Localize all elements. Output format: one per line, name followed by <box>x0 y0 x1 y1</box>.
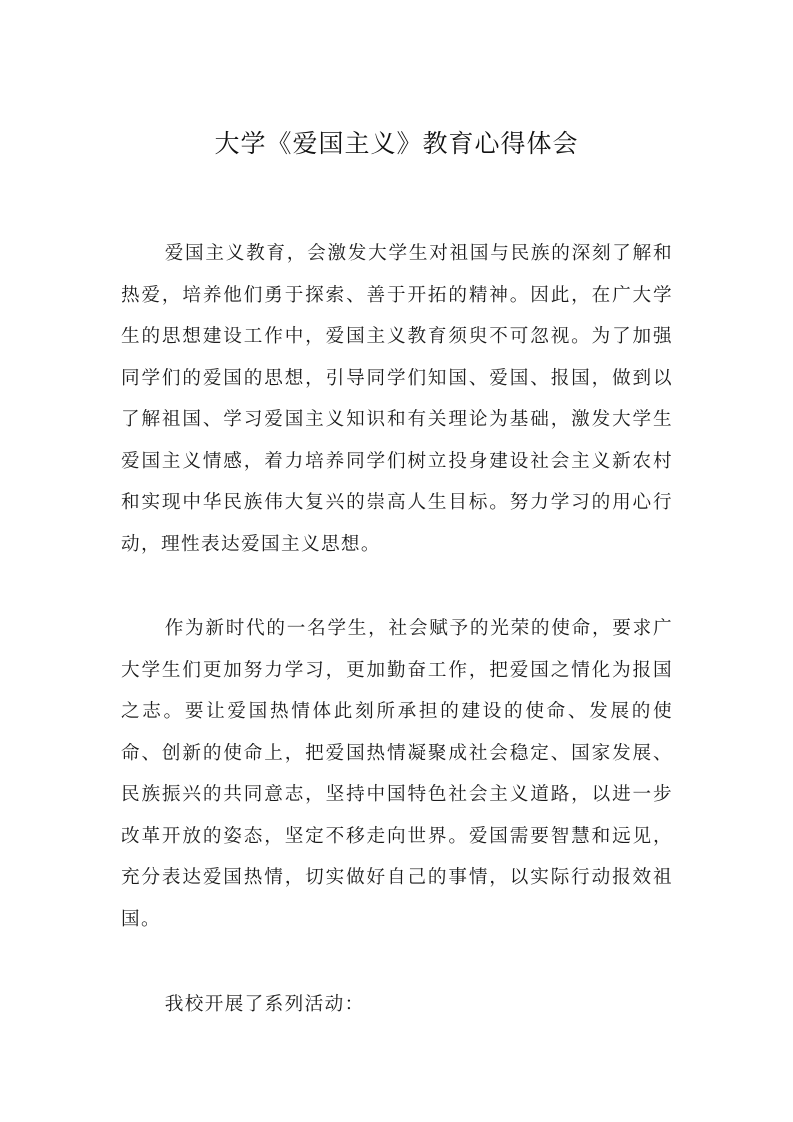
paragraph-3: 我校开展了系列活动： <box>164 994 365 1015</box>
paragraph-1: 爱国主义教育，会激发大学生对祖国与民族的深刻了解和热爱，培养他们勇于探索、善于开拓的精神。因此，在广大学生的思想建设工作中，爱国主义教育须臾不可忽视。为了加强同学们的爱国的思想，引导同学们知国、爱国、报国，做到以了解祖国、学习爱国主义知识和有关理论为基础，激发大学生爱国主义情感，着力培养同学们树立投身建设社会主义新农村和实现中华民族伟大复兴的崇高人生目标。努力学习的用心行动，理性表达爱国主义思想。 <box>121 243 673 555</box>
document-title: 大学《爱国主义》教育心得体会 <box>214 129 579 158</box>
paragraph-2: 作为新时代的一名学生，社会赋予的光荣的使命，要求广大学生们更加努力学习，更加勤奋工作，把爱国之情化为报国之志。要让爱国热情体此刻所承担的建设的使命、发展的使命、创新的使命上，把爱国热情凝聚成社会稳定、国家发展、民族振兴的共同意志，坚持中国特色社会主义道路，以进一步改革开放的姿态，坚定不移走向世界。爱国需要智慧和远见，充分表达爱国热情，切实做好自己的事情，以实际行动报效祖国。 <box>121 618 673 930</box>
